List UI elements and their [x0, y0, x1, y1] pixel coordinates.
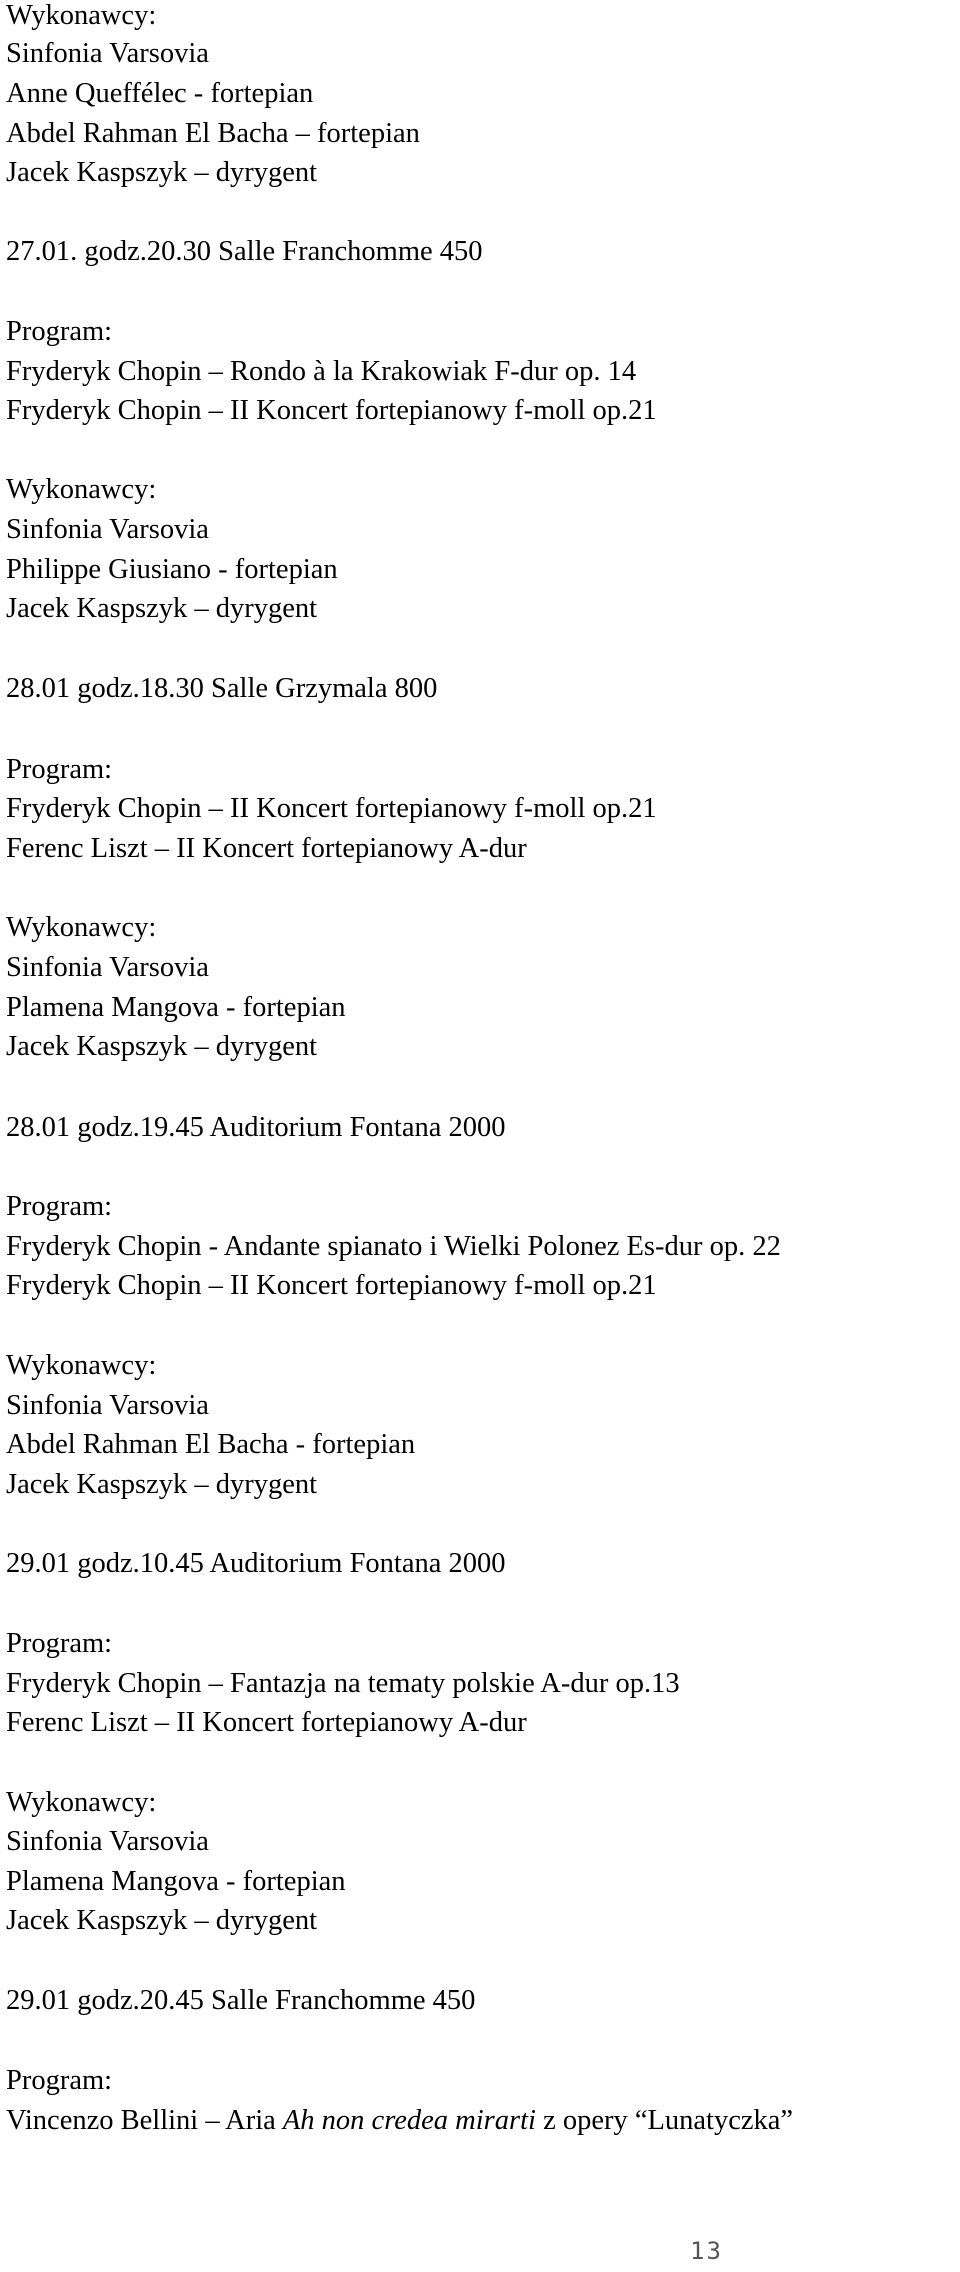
performers-label: Wykonawcy: [6, 1787, 157, 1818]
performer-line: Sinfonia Varsovia [6, 952, 209, 983]
program-line [6, 2103, 793, 2139]
program-label: Program: [6, 1628, 113, 1659]
concert-header: 28.01 godz.19.45 Auditorium Fontana 2000 [6, 1112, 506, 1143]
page-number: 13 [690, 2237, 723, 2265]
performer-line: Abdel Rahman El Bacha - fortepian [6, 1429, 416, 1460]
program-text: z opery “Lunatyczka” [535, 2105, 794, 2136]
performer-line: Jacek Kaspszyk – dyrygent [6, 1905, 318, 1936]
performer-line: Plamena Mangova - fortepian [6, 992, 346, 1023]
program-label: Program: [6, 754, 113, 785]
program-line: Fryderyk Chopin – II Koncert fortepianowy f-moll op.21 [6, 395, 657, 426]
program-line: Ferenc Liszt – II Koncert fortepianowy A-dur [6, 833, 527, 864]
concert-header: 29.01 godz.20.45 Salle Franchomme 450 [6, 1985, 476, 2016]
program-line: Fryderyk Chopin - Andante spianato i Wielki Polonez Es-dur op. 22 [6, 1231, 781, 1262]
performer-line: Abdel Rahman El Bacha – fortepian [6, 118, 420, 149]
performer-line: Jacek Kaspszyk – dyrygent [6, 157, 318, 188]
performer-line: Jacek Kaspszyk – dyrygent [6, 593, 318, 624]
performer-line: Plamena Mangova - fortepian [6, 1866, 346, 1897]
program-text: Vincenzo Bellini – Aria [6, 2105, 283, 2136]
program-label: Program: [6, 2065, 113, 2096]
performers-label: Wykonawcy: [6, 0, 157, 31]
performer-line: Philippe Giusiano - fortepian [6, 554, 338, 585]
program-line: Ferenc Liszt – II Koncert fortepianowy A-dur [6, 1707, 527, 1738]
program-label: Program: [6, 316, 113, 347]
performer-line: Sinfonia Varsovia [6, 38, 209, 69]
program-line: Fryderyk Chopin – II Koncert fortepianowy f-moll op.21 [6, 1270, 657, 1301]
performers-label: Wykonawcy: [6, 474, 157, 505]
performer-line: Jacek Kaspszyk – dyrygent [6, 1469, 318, 1500]
performers-label: Wykonawcy: [6, 1350, 157, 1381]
performer-line: Sinfonia Varsovia [6, 1826, 209, 1857]
performer-line: Sinfonia Varsovia [6, 514, 209, 545]
program-label: Program: [6, 1191, 113, 1222]
aria-title: Ah non credea mirarti [282, 2105, 536, 2136]
concert-header: 27.01. godz.20.30 Salle Franchomme 450 [6, 236, 483, 267]
performer-line: Anne Queffélec - fortepian [6, 78, 314, 109]
concert-header: 29.01 godz.10.45 Auditorium Fontana 2000 [6, 1548, 506, 1579]
performer-line: Jacek Kaspszyk – dyrygent [6, 1031, 318, 1062]
program-line: Fryderyk Chopin – Rondo à la Krakowiak F-dur op. 14 [6, 356, 637, 387]
program-line: Fryderyk Chopin – Fantazja na tematy polskie A-dur op.13 [6, 1668, 680, 1699]
performer-line: Sinfonia Varsovia [6, 1390, 209, 1421]
concert-header: 28.01 godz.18.30 Salle Grzymala 800 [6, 673, 438, 704]
program-line: Fryderyk Chopin – II Koncert fortepianowy f-moll op.21 [6, 793, 657, 824]
performers-label: Wykonawcy: [6, 912, 157, 943]
